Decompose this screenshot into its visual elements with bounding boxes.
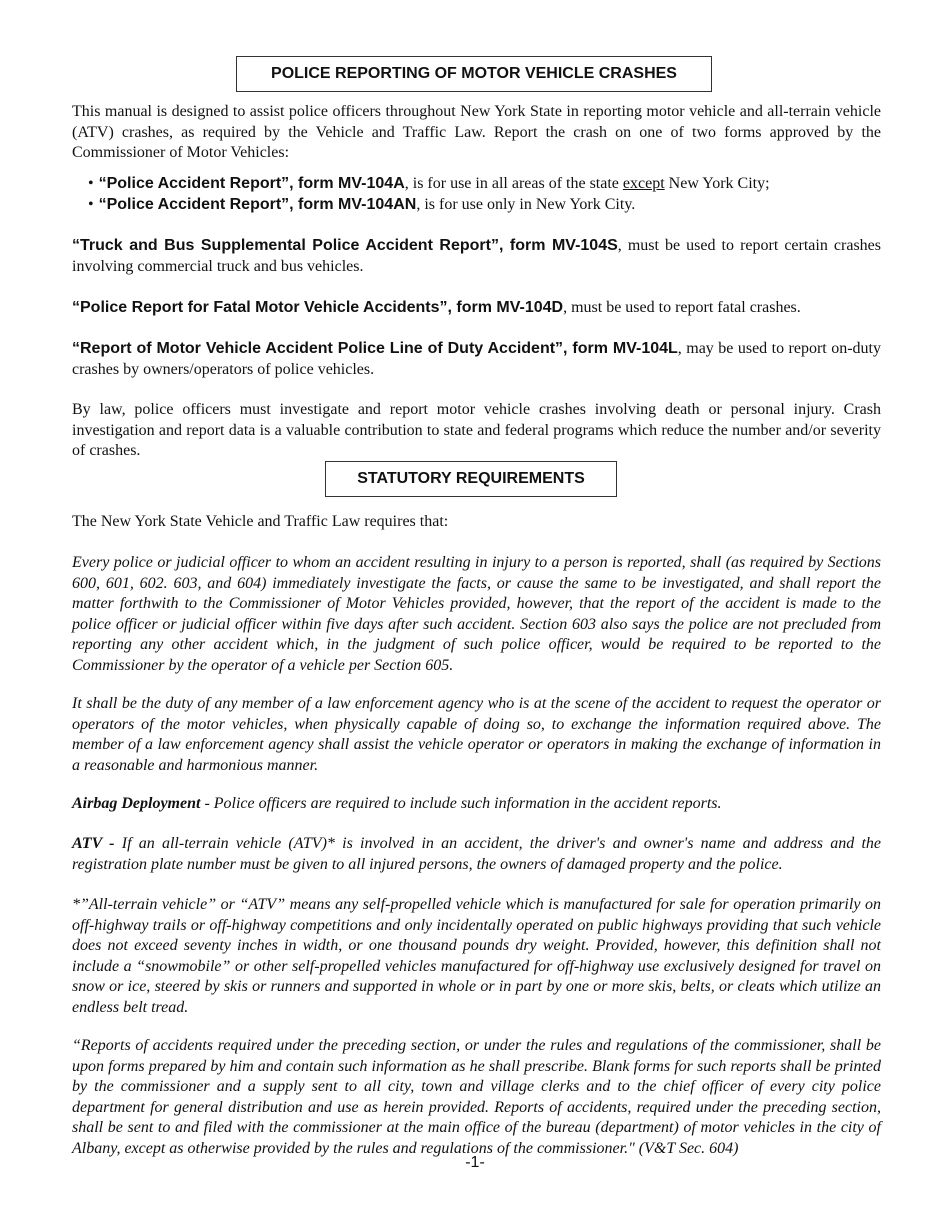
atv-definition-paragraph: *”All-terrain vehicle” or “ATV” means any self-propelled vehicle which is manufactured for sale for operation primarily on off-highway trails or off-highway competitions and only incidentally operated on public highways providing that such vehicle does not exceed seventy inches in width, or one thousand pounds dry weight. Provided, however, this definition shall not include a “snowmobile” or other self-propelled vehicles manufactured for off-highway use exclusively designed for travel on snow or ice, steered by skis or runners and supported in whole or in part by one or more skis, belts, or cleats which utilize an endless belt tread.: [72, 896, 881, 1016]
section-title: STATUTORY REQUIREMENTS: [325, 461, 617, 497]
statute-paragraph-2: It shall be the duty of any member of a law enforcement agency who is at the scene of the accident to request the operator or operators of the motor vehicles, when physically capable of doing so, to exchange the information required above. The member of a law enforcement agency shall assist the vehicle operator or operators in making the exchange of information in a reasonable and harmonious manner.: [72, 695, 881, 774]
page-title: POLICE REPORTING OF MOTOR VEHICLE CRASHES: [236, 56, 712, 92]
by-law-paragraph: By law, police officers must investigate and report motor vehicle crashes involving death or personal injury. Crash investigation and report data is a valuable contribution to state and federal programs which reduce the number and/or severity of crashes.: [72, 401, 881, 459]
form-mv104s-paragraph: “Truck and Bus Supplemental Police Accident Report”, form MV-104S, must be used to report certain crashes involving commercial truck and bus vehicles.: [72, 237, 881, 275]
form-list: [88, 174, 770, 215]
quote-paragraph: “Reports of accidents required under the preceding section, or under the rules and regulations of the commissioner, shall be upon forms prepared by him and contain such information as he shall prescribe. Blank forms for such reports shall be printed by the commissioner and a supply sent to all city, town and village clerks and to the chief officer of every city police department for general distribution and use as herein provided. Reports of accidents, required under the preceding section, shall be sent to and filed with the commissioner at the main office of the bureau (department) of motor vehicles in the city of Albany, except as otherwise provided by the rules and regulations of the commissioner." (V&T Sec. 604): [72, 1037, 881, 1157]
form-mv104d-paragraph: “Police Report for Fatal Motor Vehicle Accidents”, form MV-104D, must be used to report fatal crashes.: [72, 299, 801, 316]
airbag-paragraph: Airbag Deployment - Police officers are required to include such information in the accident reports.: [72, 795, 722, 812]
statute-paragraph-1: Every police or judicial officer to whom an accident resulting in injury to a person is reported, shall (as required by Sections 600, 601, 602. 603, and 604) immediately investigate the facts, or cause the same to be investigated, and shall report the matter forthwith to the Commissioner of Motor Vehicles provided, however, that the report of the accident is made to the police officer or judicial officer within five days after such accident. Section 603 also says the police are not precluded from reporting any other accident which, in the judgment of such police officer, would be required to be reported to the Commissioner by the operator of a vehicle per Section 605.: [72, 554, 881, 674]
page-number: -1-: [465, 1154, 485, 1171]
form-mv104l-paragraph: “Report of Motor Vehicle Accident Police Line of Duty Accident”, form MV-104L, may be used to report on-duty crashes by owners/operators of police vehicles.: [72, 340, 881, 378]
intro-paragraph: This manual is designed to assist police officers throughout New York State in reporting motor vehicle and all-terrain vehicle (ATV) crashes, as required by the Vehicle and Traffic Law. Report the crash on one of two forms approved by the Commissioner of Motor Vehicles:: [72, 103, 881, 161]
requires-paragraph: The New York State Vehicle and Traffic Law requires that:: [72, 513, 449, 530]
list-item: • “Police Accident Report”, form MV-104A, is for use in all areas of the state except New York City;: [88, 174, 770, 195]
atv-paragraph: ATV - If an all-terrain vehicle (ATV)* is involved in an accident, the driver's and owner's name and address and the registration plate number must be given to all injured persons, the owners of damaged property and the police.: [72, 835, 881, 873]
list-item: • “Police Accident Report”, form MV-104AN, is for use only in New York City.: [88, 195, 770, 216]
